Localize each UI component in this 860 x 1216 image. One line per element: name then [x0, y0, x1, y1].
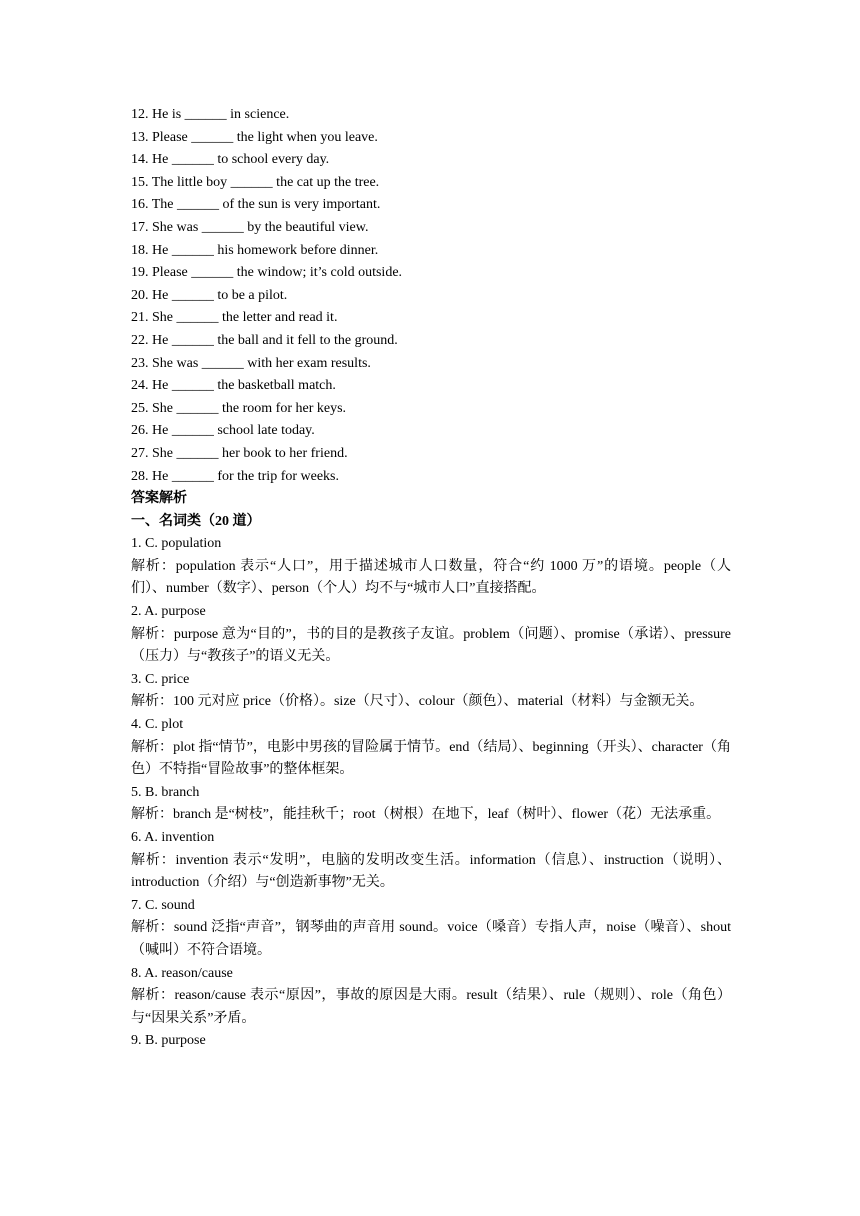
answer-choice: 8. A. reason/cause	[131, 965, 233, 981]
question-item: 27. She ______ her book to her friend.	[131, 445, 348, 461]
question-item: 16. The ______ of the sun is very important.	[131, 197, 381, 213]
answer-explanation: 解析：purpose 意为“目的”，书的目的是教孩子友谊。problem（问题）、promise（承诺）、pressure（压力）与“教孩子”的语义无关。	[131, 626, 731, 665]
answer-item	[131, 782, 731, 827]
answer-choice: 2. A. purpose	[131, 604, 206, 620]
answer-item	[131, 1030, 731, 1053]
answer-choice: 3. C. price	[131, 671, 190, 687]
answer-item	[131, 533, 731, 601]
answer-explanation: 解析：plot 指“情节”，电影中男孩的冒险属于情节。end（结局）、beginning（开头）、character（角色）不特指“冒险故事”的整体框架。	[131, 739, 731, 778]
answer-item	[131, 669, 731, 714]
answer-list	[131, 533, 731, 1053]
question-item: 21. She ______ the letter and read it.	[131, 310, 338, 326]
document-page	[131, 104, 731, 1053]
question-item: 15. The little boy ______ the cat up the tree.	[131, 174, 380, 190]
answer-choice: 7. C. sound	[131, 897, 195, 913]
answer-explanation: 解析：sound 泛指“声音”，钢琴曲的声音用 sound。voice（嗓音）专指人声，noise（噪音）、shout（喊叫）不符合语境。	[131, 920, 731, 958]
answer-choice: 9. B. purpose	[131, 1033, 206, 1049]
question-item: 12. He is ______ in science.	[131, 107, 290, 122]
answer-item	[131, 895, 731, 963]
question-item: 17. She was ______ by the beautiful view.	[131, 219, 369, 235]
answer-choice: 4. C. plot	[131, 717, 184, 733]
question-item: 13. Please ______ the light when you leave.	[131, 129, 378, 145]
answer-item	[131, 827, 731, 895]
answer-item	[131, 601, 731, 669]
answer-choice: 6. A. invention	[131, 830, 215, 845]
answer-explanation: 解析：branch 是“树枝”，能挂秋千；root（树根）在地下，leaf（树叶）、flower（花）无法承重。	[131, 807, 721, 823]
answer-explanation: 解析：population 表示“人口”，用于描述城市人口数量，符合“约 1000 万”的语境。people（人们）、number（数字）、person（个人）均不与“城市人口”直接搭配。	[131, 558, 731, 597]
question-item: 14. He ______ to school every day.	[131, 152, 330, 168]
question-item: 26. He ______ school late today.	[131, 423, 315, 439]
answer-choice: 1. C. population	[131, 536, 222, 552]
section-heading: 一、名词类（20 道）	[131, 513, 261, 529]
question-item: 28. He ______ for the trip for weeks.	[131, 468, 340, 484]
question-item: 22. He ______ the ball and it fell to the ground.	[131, 332, 398, 348]
question-item: 23. She was ______ with her exam results.	[131, 355, 371, 371]
question-item: 20. He ______ to be a pilot.	[131, 287, 288, 303]
answer-explanation: 解析：invention 表示“发明”，电脑的发明改变生活。information（信息）、instruction（说明）、introduction（介绍）与“创造新事物”无关。	[131, 852, 731, 891]
question-item: 25. She ______ the room for her keys.	[131, 400, 347, 416]
answer-choice: 5. B. branch	[131, 784, 200, 800]
question-item: 24. He ______ the basketball match.	[131, 378, 336, 394]
question-list	[131, 104, 731, 488]
question-item: 18. He ______ his homework before dinner.	[131, 242, 379, 258]
answer-item	[131, 963, 731, 1031]
answer-explanation: 解析：reason/cause 表示“原因”，事故的原因是大雨。result（结果）、rule（规则）、role（角色）与“因果关系”矛盾。	[131, 988, 731, 1026]
answer-item	[131, 714, 731, 782]
question-item: 19. Please ______ the window; it’s cold outside.	[131, 265, 403, 281]
answer-explanation: 解析：100 元对应 price（价格）。size（尺寸）、colour（颜色）、material（材料）与金额无关。	[131, 694, 704, 710]
answer-heading: 答案解析	[131, 491, 187, 507]
